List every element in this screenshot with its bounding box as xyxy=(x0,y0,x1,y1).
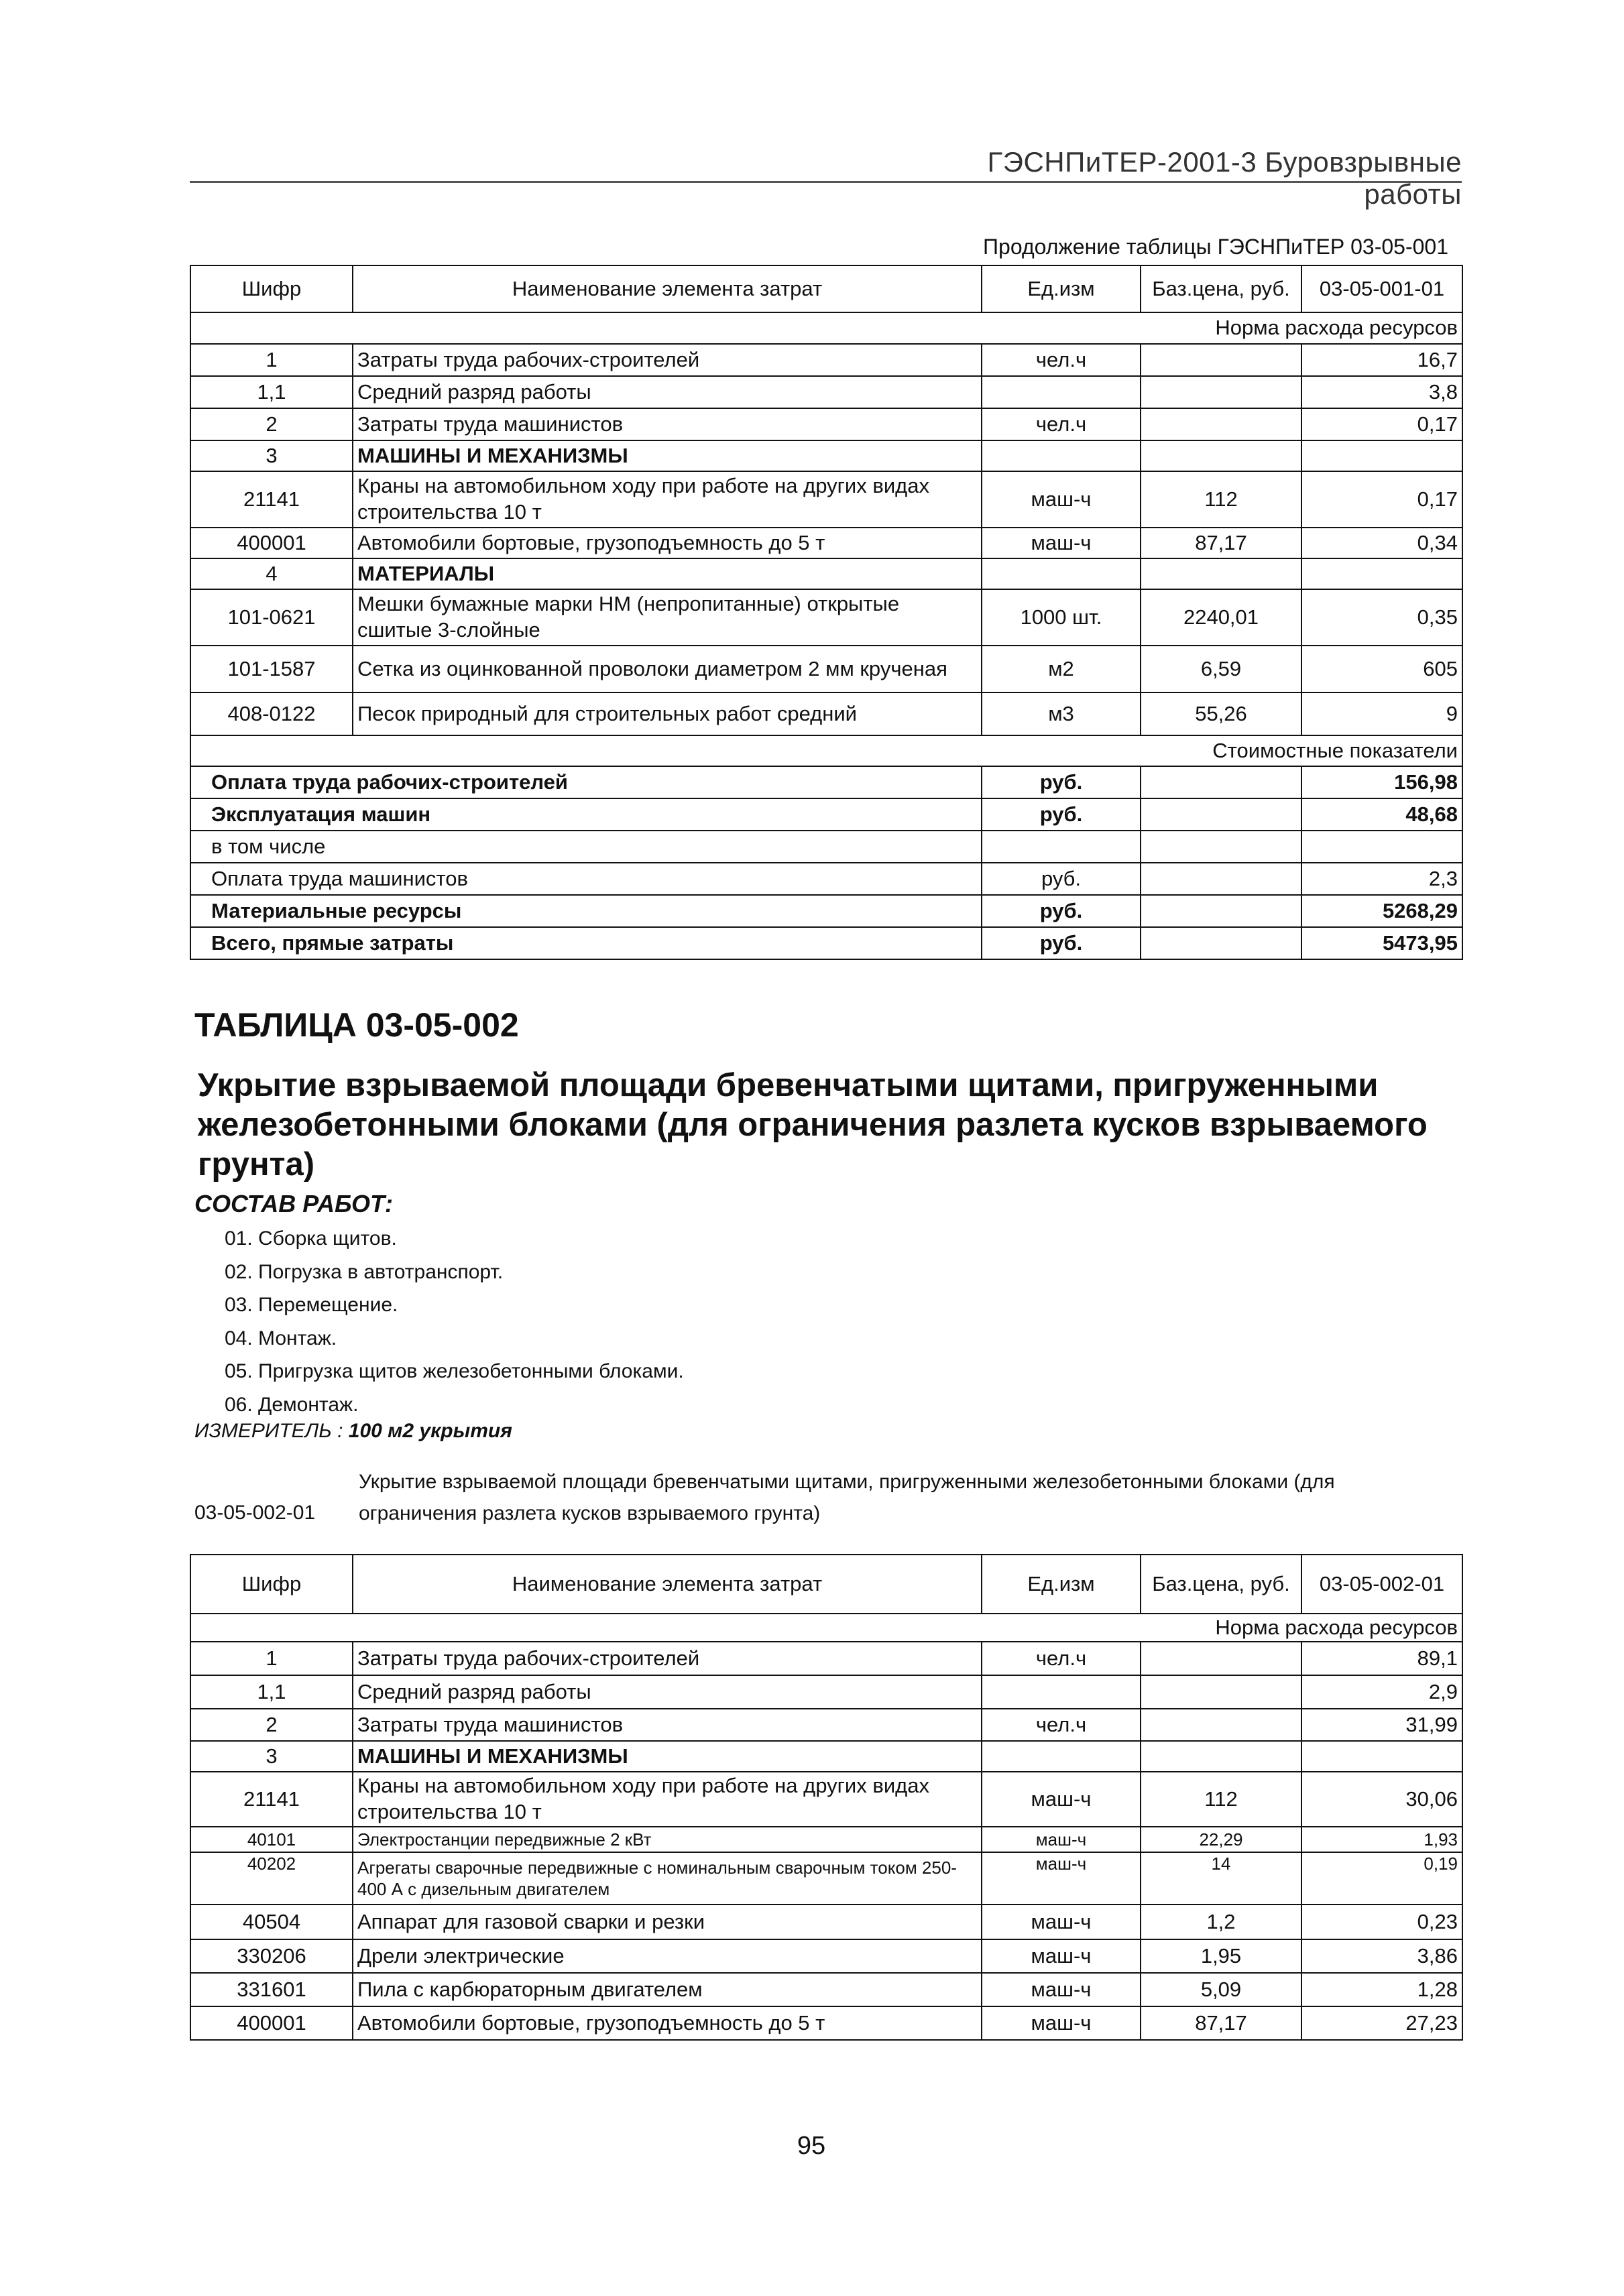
row-name: Краны на автомобильном ходу при работе на других видах строительства 10 т xyxy=(353,1772,982,1827)
row-price: 6,59 xyxy=(1141,646,1301,692)
row-unit: м3 xyxy=(982,692,1141,735)
row-name: Агрегаты сварочные передвижные с номинальным сварочным током 250-400 А с дизельным двигателем xyxy=(353,1852,982,1905)
row-price: 22,29 xyxy=(1141,1827,1301,1852)
table-row xyxy=(190,1852,1462,1905)
table-row xyxy=(190,1827,1462,1852)
col-header-norm-code: 03-05-002-01 xyxy=(1301,1555,1462,1614)
cost-row xyxy=(190,798,1462,831)
cost-value: 5473,95 xyxy=(1301,927,1462,959)
cost-label: Оплата труда рабочих-строителей xyxy=(190,766,982,798)
cost-unit: руб. xyxy=(982,895,1141,927)
table-row xyxy=(190,440,1462,471)
row-price: 112 xyxy=(1141,471,1301,528)
row-unit: маш-ч xyxy=(982,1905,1141,1939)
cost-label: Всего, прямые затраты xyxy=(190,927,982,959)
work-composition-title: СОСТАВ РАБОТ: xyxy=(194,1190,393,1217)
norm-header: Норма расхода ресурсов xyxy=(190,312,1462,344)
table-row xyxy=(190,1642,1462,1675)
cost-header: Стоимостные показатели xyxy=(190,735,1462,766)
table-row xyxy=(190,1741,1462,1772)
operation-item: 02. Погрузка в автотранспорт. xyxy=(225,1260,504,1283)
row-value: 0,19 xyxy=(1301,1852,1462,1905)
cost-price-empty xyxy=(1141,766,1301,798)
cost-value: 156,98 xyxy=(1301,766,1462,798)
running-title: ГЭСНПиТЕР-2001-3 Буровзрывные работы xyxy=(987,146,1462,210)
row-value: 3,8 xyxy=(1301,376,1462,408)
norm-description: Укрытие взрываемой площади бревенчатыми щитами, пригруженными железобетонными блоками (для ограничения разлета кусков взрываемого грунта) xyxy=(359,1471,1335,1524)
row-name: Пила с карбюраторным двигателем xyxy=(353,1973,982,2006)
operation-item: 05. Пригрузка щитов железобетонными блоками. xyxy=(225,1360,684,1382)
cost-label: Эксплуатация машин xyxy=(190,798,982,831)
row-unit xyxy=(982,558,1141,589)
row-price xyxy=(1141,1709,1301,1741)
row-code: 40101 xyxy=(190,1827,353,1852)
cost-label: Материальные ресурсы xyxy=(190,895,982,927)
measure-label: ИЗМЕРИТЕЛЬ : xyxy=(194,1420,343,1442)
row-unit: чел.ч xyxy=(982,408,1141,440)
row-code: 4 xyxy=(190,558,353,589)
row-code: 2 xyxy=(190,1709,353,1741)
table-row xyxy=(190,344,1462,376)
cost-price-empty xyxy=(1141,863,1301,895)
table-name: Укрытие взрываемой площади бревенчатыми щитами, пригруженными железобетонными блоками (для ограничения разлета кусков взрываемого грунта) xyxy=(198,1067,1428,1183)
norm-header-row xyxy=(190,1614,1462,1642)
row-price: 1,2 xyxy=(1141,1905,1301,1939)
row-unit: чел.ч xyxy=(982,1642,1141,1675)
cost-unit xyxy=(982,831,1141,863)
cost-header-row xyxy=(190,735,1462,766)
row-code: 330206 xyxy=(190,1939,353,1973)
row-value: 0,17 xyxy=(1301,408,1462,440)
row-name: Сетка из оцинкованной проволоки диаметром 2 мм крученая xyxy=(353,646,982,692)
row-name: Затраты труда машинистов xyxy=(353,1709,982,1741)
row-unit: маш-ч xyxy=(982,2006,1141,2040)
norm-code: 03-05-002-01 xyxy=(194,1502,316,1524)
col-header-code: Шифр xyxy=(190,265,353,312)
cost-label: Оплата труда машинистов xyxy=(190,863,982,895)
table-row xyxy=(190,1709,1462,1741)
row-unit: чел.ч xyxy=(982,1709,1141,1741)
row-name: Затраты труда рабочих-строителей xyxy=(353,1642,982,1675)
row-value: 9 xyxy=(1301,692,1462,735)
table-row xyxy=(190,1973,1462,2006)
row-name: Электростанции передвижные 2 кВт xyxy=(353,1827,982,1852)
table-row xyxy=(190,646,1462,692)
cost-unit: руб. xyxy=(982,766,1141,798)
cost-price-empty xyxy=(1141,798,1301,831)
row-name: Автомобили бортовые, грузоподъемность до 5 т xyxy=(353,2006,982,2040)
row-value xyxy=(1301,440,1462,471)
row-code: 331601 xyxy=(190,1973,353,2006)
row-unit: маш-ч xyxy=(982,528,1141,558)
row-code: 1,1 xyxy=(190,1675,353,1709)
table-row xyxy=(190,408,1462,440)
row-name: Средний разряд работы xyxy=(353,1675,982,1709)
row-name: МАШИНЫ И МЕХАНИЗМЫ xyxy=(353,440,982,471)
table-row xyxy=(190,589,1462,646)
row-value: 27,23 xyxy=(1301,2006,1462,2040)
cost-row xyxy=(190,927,1462,959)
row-code: 40504 xyxy=(190,1905,353,1939)
col-header-code: Шифр xyxy=(190,1555,353,1614)
row-unit: чел.ч xyxy=(982,344,1141,376)
row-name: Песок природный для строительных работ средний xyxy=(353,692,982,735)
header-rule xyxy=(190,181,1462,183)
table-header-row xyxy=(190,1555,1462,1614)
page-number: 95 xyxy=(797,2132,826,2160)
row-price: 87,17 xyxy=(1141,2006,1301,2040)
row-code: 40202 xyxy=(190,1852,353,1905)
cost-unit: руб. xyxy=(982,927,1141,959)
table-row xyxy=(190,1905,1462,1939)
row-unit xyxy=(982,440,1141,471)
row-price xyxy=(1141,1741,1301,1772)
cost-value: 48,68 xyxy=(1301,798,1462,831)
row-unit xyxy=(982,376,1141,408)
row-price xyxy=(1141,1642,1301,1675)
table-row xyxy=(190,1675,1462,1709)
resource-table-1 xyxy=(190,265,1463,960)
row-price: 14 xyxy=(1141,1852,1301,1905)
row-value: 0,35 xyxy=(1301,589,1462,646)
col-header-name: Наименование элемента затрат xyxy=(353,265,982,312)
col-header-price: Баз.цена, руб. xyxy=(1141,265,1301,312)
cost-value: 5268,29 xyxy=(1301,895,1462,927)
table-row xyxy=(190,376,1462,408)
row-value: 16,7 xyxy=(1301,344,1462,376)
row-code: 101-1587 xyxy=(190,646,353,692)
cost-label: в том числе xyxy=(190,831,982,863)
row-code: 1 xyxy=(190,1642,353,1675)
row-value: 31,99 xyxy=(1301,1709,1462,1741)
row-value: 0,17 xyxy=(1301,471,1462,528)
row-code: 101-0621 xyxy=(190,589,353,646)
cost-price-empty xyxy=(1141,831,1301,863)
table-title: ТАБЛИЦА 03-05-002 xyxy=(194,1006,519,1044)
row-value: 1,93 xyxy=(1301,1827,1462,1852)
row-value xyxy=(1301,558,1462,589)
table-header-row xyxy=(190,265,1462,312)
col-header-name: Наименование элемента затрат xyxy=(353,1555,982,1614)
row-value: 89,1 xyxy=(1301,1642,1462,1675)
cost-unit: руб. xyxy=(982,863,1141,895)
row-price xyxy=(1141,558,1301,589)
row-price: 87,17 xyxy=(1141,528,1301,558)
table-row xyxy=(190,471,1462,528)
cost-row xyxy=(190,831,1462,863)
table-row xyxy=(190,1939,1462,1973)
resource-table-2 xyxy=(190,1554,1463,2041)
col-header-price: Баз.цена, руб. xyxy=(1141,1555,1301,1614)
row-price xyxy=(1141,1675,1301,1709)
row-code: 21141 xyxy=(190,471,353,528)
measure-value: 100 м2 укрытия xyxy=(348,1420,512,1442)
row-value: 30,06 xyxy=(1301,1772,1462,1827)
row-unit: маш-ч xyxy=(982,1973,1141,2006)
row-price: 55,26 xyxy=(1141,692,1301,735)
row-code: 1 xyxy=(190,344,353,376)
cost-unit: руб. xyxy=(982,798,1141,831)
col-header-norm-code: 03-05-001-01 xyxy=(1301,265,1462,312)
row-name: МАШИНЫ И МЕХАНИЗМЫ xyxy=(353,1741,982,1772)
measure-line xyxy=(194,1420,512,1443)
row-value: 2,9 xyxy=(1301,1675,1462,1709)
operation-item: 04. Монтаж. xyxy=(225,1327,337,1349)
cost-price-empty xyxy=(1141,927,1301,959)
operations-list xyxy=(225,1222,684,1421)
row-unit xyxy=(982,1741,1141,1772)
row-code: 3 xyxy=(190,440,353,471)
row-code: 3 xyxy=(190,1741,353,1772)
cost-value: 2,3 xyxy=(1301,863,1462,895)
row-price: 5,09 xyxy=(1141,1973,1301,2006)
row-unit: 1000 шт. xyxy=(982,589,1141,646)
cost-price-empty xyxy=(1141,895,1301,927)
row-name: Средний разряд работы xyxy=(353,376,982,408)
col-header-unit: Ед.изм xyxy=(982,1555,1141,1614)
row-name: Затраты труда рабочих-строителей xyxy=(353,344,982,376)
row-code: 21141 xyxy=(190,1772,353,1827)
row-code: 408-0122 xyxy=(190,692,353,735)
row-unit: маш-ч xyxy=(982,1852,1141,1905)
row-code: 400001 xyxy=(190,528,353,558)
row-unit: маш-ч xyxy=(982,1939,1141,1973)
operation-item: 06. Демонтаж. xyxy=(225,1393,359,1416)
cost-row xyxy=(190,766,1462,798)
row-code: 400001 xyxy=(190,2006,353,2040)
operation-item: 01. Сборка щитов. xyxy=(225,1227,397,1250)
cost-row xyxy=(190,863,1462,895)
row-price xyxy=(1141,408,1301,440)
table-row xyxy=(190,692,1462,735)
row-unit: м2 xyxy=(982,646,1141,692)
row-unit: маш-ч xyxy=(982,1772,1141,1827)
table-row xyxy=(190,528,1462,558)
row-price xyxy=(1141,344,1301,376)
norm-header-row xyxy=(190,312,1462,344)
row-unit: маш-ч xyxy=(982,471,1141,528)
row-code: 1,1 xyxy=(190,376,353,408)
operation-item: 03. Перемещение. xyxy=(225,1294,398,1316)
row-code: 2 xyxy=(190,408,353,440)
table-row xyxy=(190,558,1462,589)
row-name: Автомобили бортовые, грузоподъемность до 5 т xyxy=(353,528,982,558)
row-name: Дрели электрические xyxy=(353,1939,982,1973)
table-continuation-caption: Продолжение таблицы ГЭСНПиТЕР 03-05-001 xyxy=(983,235,1448,259)
row-unit xyxy=(982,1675,1141,1709)
row-value: 1,28 xyxy=(1301,1973,1462,2006)
table-row xyxy=(190,2006,1462,2040)
row-name: Аппарат для газовой сварки и резки xyxy=(353,1905,982,1939)
row-name: МАТЕРИАЛЫ xyxy=(353,558,982,589)
row-value: 0,34 xyxy=(1301,528,1462,558)
row-price xyxy=(1141,440,1301,471)
table-row xyxy=(190,1772,1462,1827)
row-price: 112 xyxy=(1141,1772,1301,1827)
row-value xyxy=(1301,1741,1462,1772)
row-value: 605 xyxy=(1301,646,1462,692)
row-price: 1,95 xyxy=(1141,1939,1301,1973)
row-name: Затраты труда машинистов xyxy=(353,408,982,440)
norm-header: Норма расхода ресурсов xyxy=(190,1614,1462,1642)
cost-row xyxy=(190,895,1462,927)
row-price xyxy=(1141,376,1301,408)
row-value: 0,23 xyxy=(1301,1905,1462,1939)
row-value: 3,86 xyxy=(1301,1939,1462,1973)
row-name: Мешки бумажные марки НМ (непропитанные) открытые сшитые 3-слойные xyxy=(353,589,982,646)
cost-value xyxy=(1301,831,1462,863)
col-header-unit: Ед.изм xyxy=(982,265,1141,312)
row-unit: маш-ч xyxy=(982,1827,1141,1852)
row-name: Краны на автомобильном ходу при работе на других видах строительства 10 т xyxy=(353,471,982,528)
row-price: 2240,01 xyxy=(1141,589,1301,646)
